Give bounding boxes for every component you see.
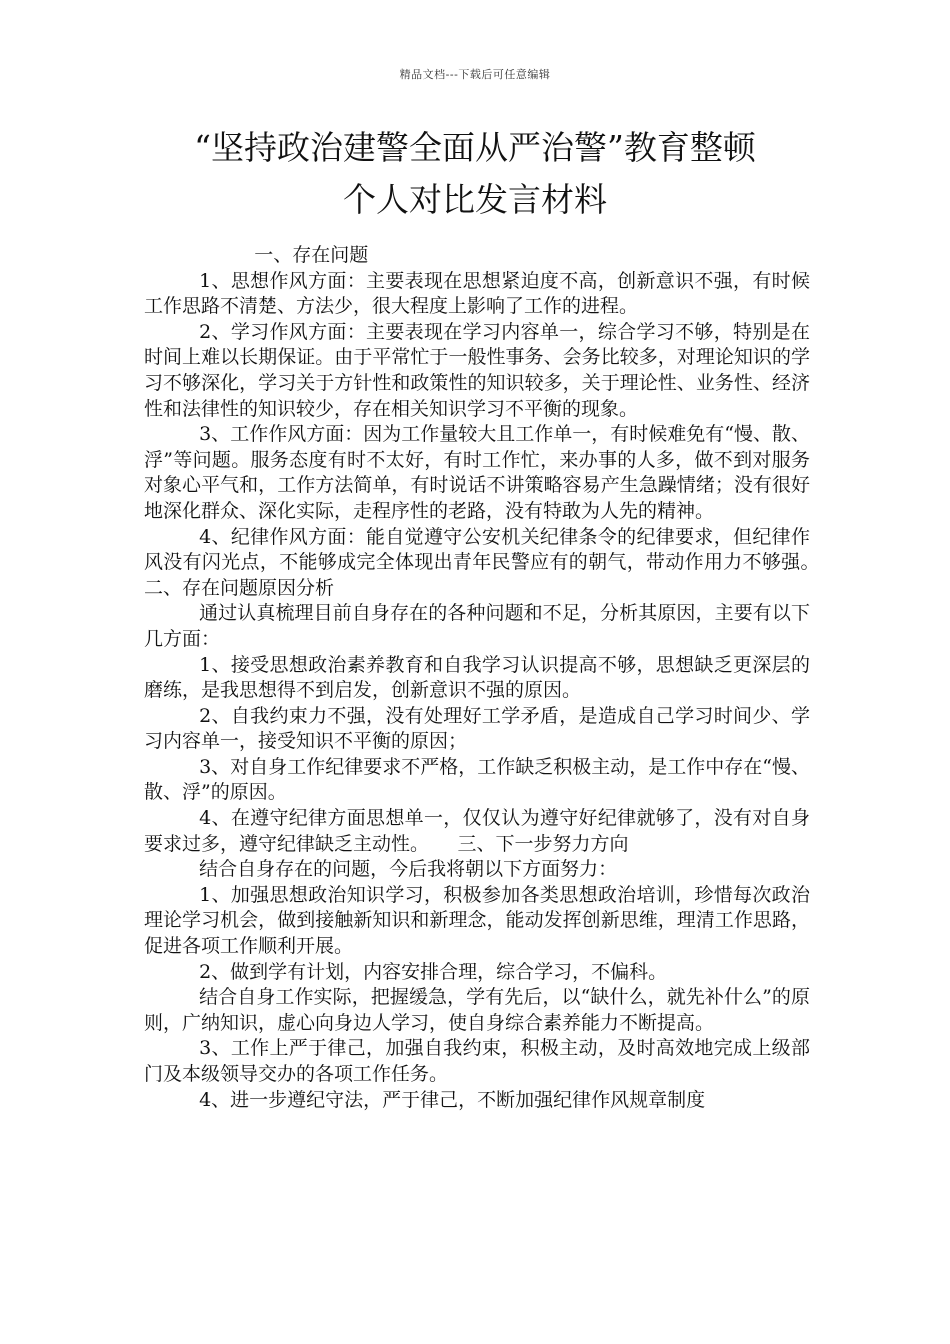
paragraph: 结合自身存在的问题，今后我将朝以下方面努力： [199, 858, 618, 881]
paragraph: 2、自我约束力不强，没有处理好工学矛盾，是造成自己学习时间少、学习内容单一，接受知识不平衡的原因； [144, 704, 810, 753]
paragraph: 4、在遵守纪律方面思想单一，仅仅认为遵守好纪律就够了，没有对自身要求过多，遵守纪律缺乏主动性。 三、下一步努力方向 [144, 807, 810, 855]
paragraph: 2、做到学有计划，内容安排合理，综合学习，不偏科。 [199, 960, 668, 983]
document-title-line2: 个人对比发言材料 [343, 180, 607, 219]
paragraph: 3、工作作风方面：因为工作量较大且工作单一，有时候难免有“慢、散、浮”等问题。服务态度有时不太好，有时工作忙，来办事的人多，做不到对服务对象心平气和，工作方法简单，有时说话不讲策略容易产生急躁情绪；没有很好地深化群众、深化实际，走程序性的老路，没有特敢为人先的精神。 [144, 423, 810, 522]
document-title-line1: “坚持政治建警全面从严治警”教育整顿 [194, 128, 756, 167]
header-note: 精品文档---下载后可任意编辑 [399, 68, 551, 81]
paragraph: 结合自身工作实际，把握缓急，学有先后，以“缺什么，就先补什么”的原则，广纳知识，虚心向身边人学习，使自身综合素养能力不断提高。 [144, 986, 810, 1034]
paragraph: 1、思想作风方面：主要表现在思想紧迫度不高，创新意识不强，有时候工作思路不清楚、方法少，很大程度上影响了工作的进程。 [144, 269, 810, 318]
paragraph: 4、纪律作风方面：能自觉遵守公安机关纪律条令的纪律要求，但纪律作风没有闪光点，不能够成完全体现出青年民警应有的朝气，带动作用力不够强。 二、存在问题原因分析 [144, 525, 849, 599]
paragraph: 4、进一步遵纪守法，严于律己，不断加强纪律作风规章制度 [199, 1088, 706, 1111]
paragraph: 3、对自身工作纪律要求不严格，工作缺乏积极主动，是工作中存在“慢、散、浮”的原因。 [144, 755, 810, 804]
paragraph: 2、学习作风方面：主要表现在学习内容单一，综合学习不够，特别是在时间上难以长期保证。由于平常忙于一般性事务、会务比较多，对理论知识的学习不够深化，学习关于方针性和政策性的知识较多，关于理论性、业务性、经济性和法律性的知识较少，存在相关知识学习不平衡的现象。 [144, 320, 810, 420]
paragraph: 1、接受思想政治素养教育和自我学习认识提高不够，思想缺乏更深层的磨练，是我思想得不到启发，创新意识不强的原因。 [144, 653, 810, 702]
paragraph: 通过认真梳理目前自身存在的各种问题和不足，分析其原因，主要有以下几方面： [144, 602, 810, 650]
paragraph: 1、加强思想政治知识学习，积极参加各类思想政治培训，珍惜每次政治理论学习机会，做到接触新知识和新理念，能动发挥创新思维，理清工作思路，促进各项工作顺利开展。 [144, 883, 810, 958]
paragraph: 3、工作上严于律己，加强自我约束，积极主动，及时高效地完成上级部门及本级领导交办的各项工作任务。 [144, 1037, 810, 1085]
document-body [144, 243, 849, 1113]
section-heading: 一、存在问题 [254, 244, 369, 266]
